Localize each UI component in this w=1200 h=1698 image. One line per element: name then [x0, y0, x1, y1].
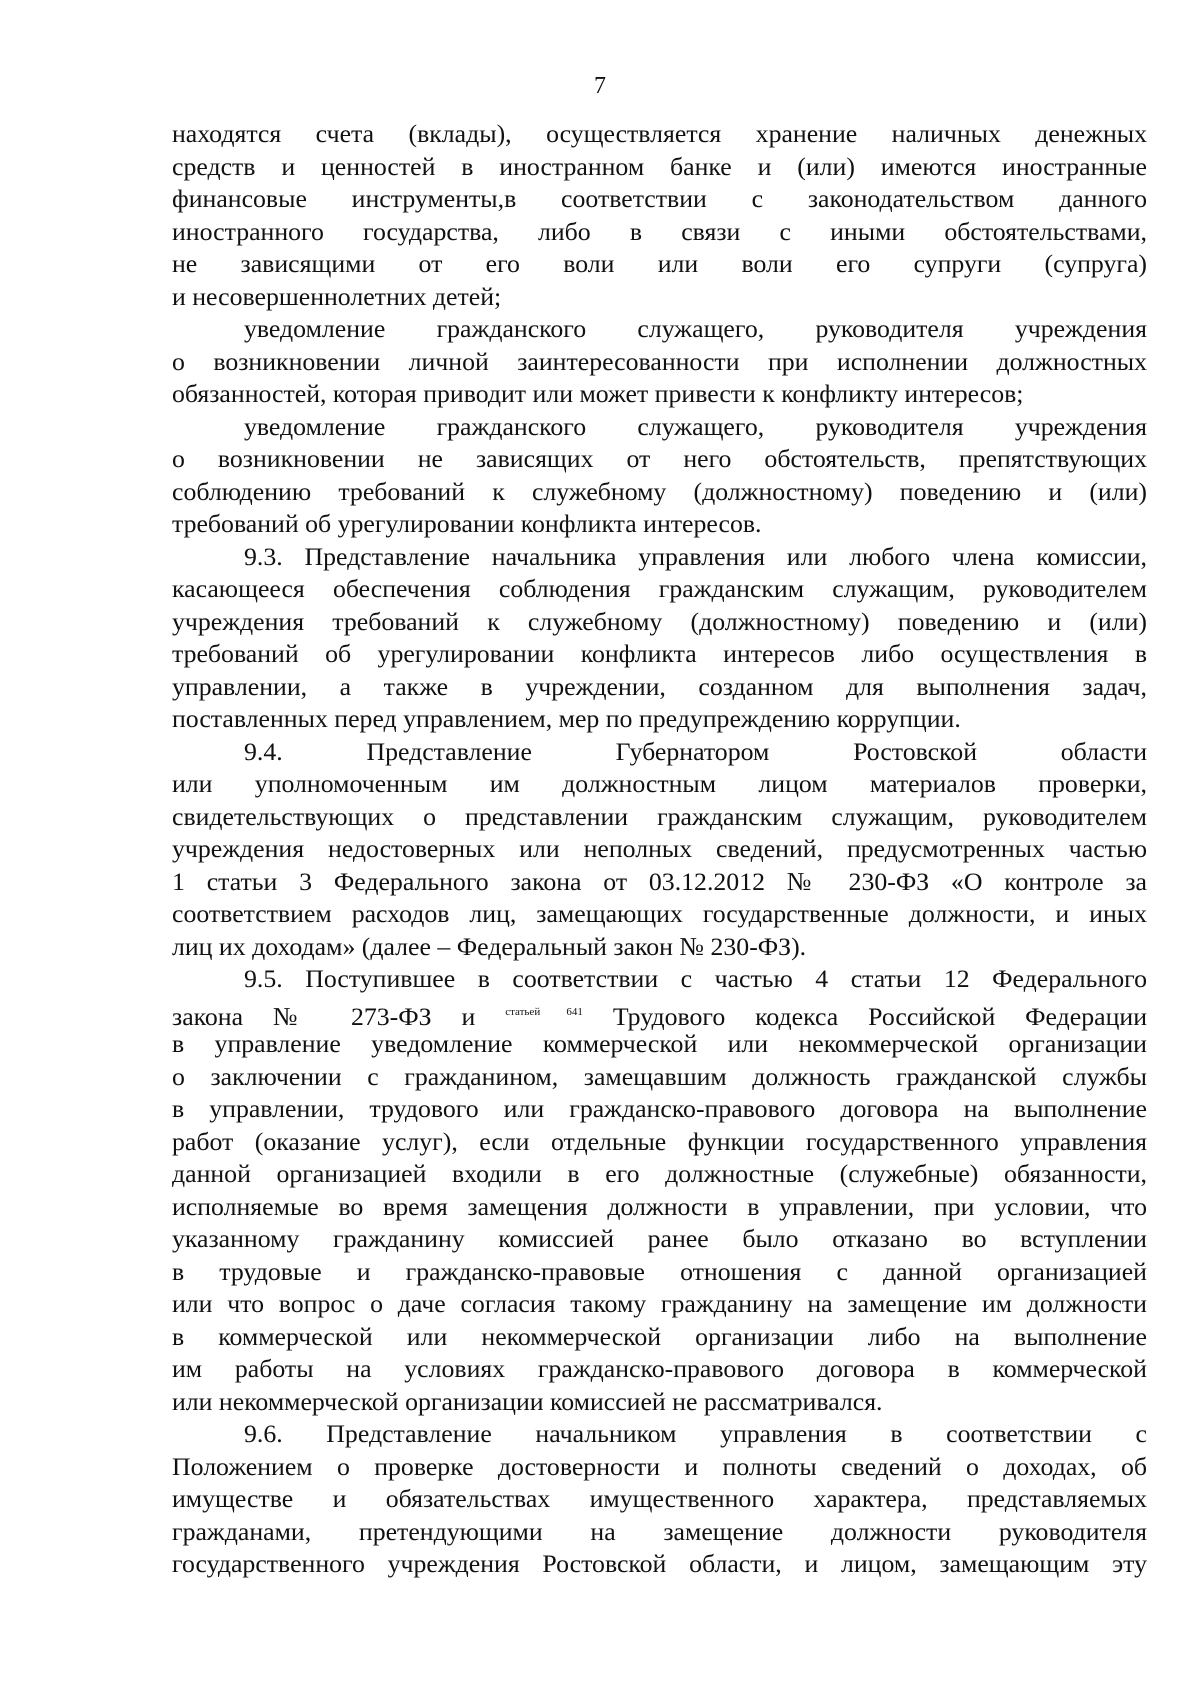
text-line: и несовершеннолетних детей;	[172, 281, 502, 311]
text-line: в управление уведомление коммерческой или некоммерческой организации	[172, 1029, 1147, 1058]
text-line: касающееся обеспечения соблюдения гражданским служащим, руководителем	[172, 574, 1147, 603]
text-line: в трудовые и гражданско-правовые отношения с данной организацией	[172, 1256, 1147, 1286]
text-line: о заключении с гражданином, замещавшим должность гражданской службы	[172, 1061, 1147, 1091]
text-line: лиц их доходам» (далее – Федеральный закон № 230-ФЗ).	[172, 931, 807, 961]
text-line: соответствием расходов лиц, замещающих государственные должности, и иных	[172, 899, 1147, 928]
text-line: свидетельствующих о представлении гражданским служащим, руководителем	[172, 801, 1147, 831]
text-line: 9.4. Представление Губернатором Ростовской области	[244, 736, 1147, 766]
text-line: или что вопрос о даче согласия такому гражданину на замещение им должности	[172, 1289, 1147, 1318]
text-line: 9.6. Представление начальником управления в соответствии с	[244, 1419, 1147, 1448]
superscript-note: статьей 641	[505, 1005, 583, 1018]
text-line: 9.5. Поступившее в соответствии с частью 4 статьи 12 Федерального	[244, 964, 1147, 993]
text-line: 9.3. Представление начальника управления или любого члена комиссии,	[244, 541, 1147, 571]
text-line: имуществе и обязательствах имущественного характера, представляемых	[172, 1484, 1147, 1513]
text-line: или уполномоченным им должностным лицом материалов проверки,	[172, 769, 1147, 798]
text-line: гражданами, претендующими на замещение должности руководителя	[172, 1516, 1147, 1546]
text-line: 1 статьи 3 Федерального закона от 03.12.2012 № 230-ФЗ «О контроле за	[172, 866, 1147, 896]
text-line: или некоммерческой организации комиссией не рассматривался.	[172, 1386, 883, 1416]
text-line: указанному гражданину комиссией ранее было отказано во вступлении	[172, 1224, 1147, 1253]
text-line: не зависящими от его воли или воли его супруги (супруга)	[172, 249, 1147, 278]
text-line: исполняемые во время замещения должности в управлении, при условии, что	[172, 1191, 1147, 1221]
text-line: им работы на условиях гражданско-правового договора в коммерческой	[172, 1354, 1147, 1383]
text-line: данной организацией входили в его должностные (служебные) обязанности,	[172, 1159, 1147, 1188]
document-body	[172, 118, 1147, 1581]
text-line: обязанностей, которая приводит или может привести к конфликту интересов;	[172, 379, 1024, 408]
text-line: Положением о проверке достоверности и полноты сведений о доходах, об	[172, 1451, 1147, 1481]
text-segment: закона № 273-ФЗ и	[172, 1001, 476, 1031]
text-line: поставленных перед управлением, мер по предупреждению коррупции.	[172, 704, 961, 733]
text-line: государственного учреждения Ростовской области, и лицом, замещающим эту	[172, 1549, 1147, 1578]
text-line: средств и ценностей в иностранном банке и (или) имеются иностранные	[172, 151, 1147, 181]
text-line	[172, 996, 1147, 1029]
text-line: финансовые инструменты,в соответствии с законодательством данного	[172, 184, 1147, 213]
text-line: находятся счета (вклады), осуществляется хранение наличных денежных	[172, 119, 1147, 148]
text-line: о возникновении не зависящих от него обстоятельств, препятствующих	[172, 444, 1147, 473]
text-line: работ (оказание услуг), если отдельные функции государственного управления	[172, 1126, 1147, 1156]
text-line: уведомление гражданского служащего, руководителя учреждения	[244, 314, 1147, 343]
text-line: о возникновении личной заинтересованности при исполнении должностных	[172, 346, 1147, 376]
text-line: требований об урегулировании конфликта интересов либо осуществления в	[172, 639, 1147, 668]
text-line: в коммерческой или некоммерческой организации либо на выполнение	[172, 1321, 1147, 1351]
text-line: учреждения недостоверных или неполных сведений, предусмотренных частью	[172, 834, 1147, 863]
text-line: в управлении, трудового или гражданско-правового договора на выполнение	[172, 1094, 1147, 1123]
text-segment: Трудового кодекса Российской Федерации	[612, 1001, 1148, 1031]
text-line: требований об урегулировании конфликта интересов.	[172, 509, 762, 538]
text-line: уведомление гражданского служащего, руководителя учреждения	[244, 411, 1147, 441]
text-line: соблюдению требований к служебному (должностному) поведению и (или)	[172, 476, 1147, 506]
text-line: иностранного государства, либо в связи с иными обстоятельствами,	[172, 216, 1147, 246]
page-number: 7	[594, 73, 606, 99]
text-line: учреждения требований к служебному (должностному) поведению и (или)	[172, 606, 1147, 636]
text-line: управлении, а также в учреждении, созданном для выполнения задач,	[172, 671, 1147, 701]
